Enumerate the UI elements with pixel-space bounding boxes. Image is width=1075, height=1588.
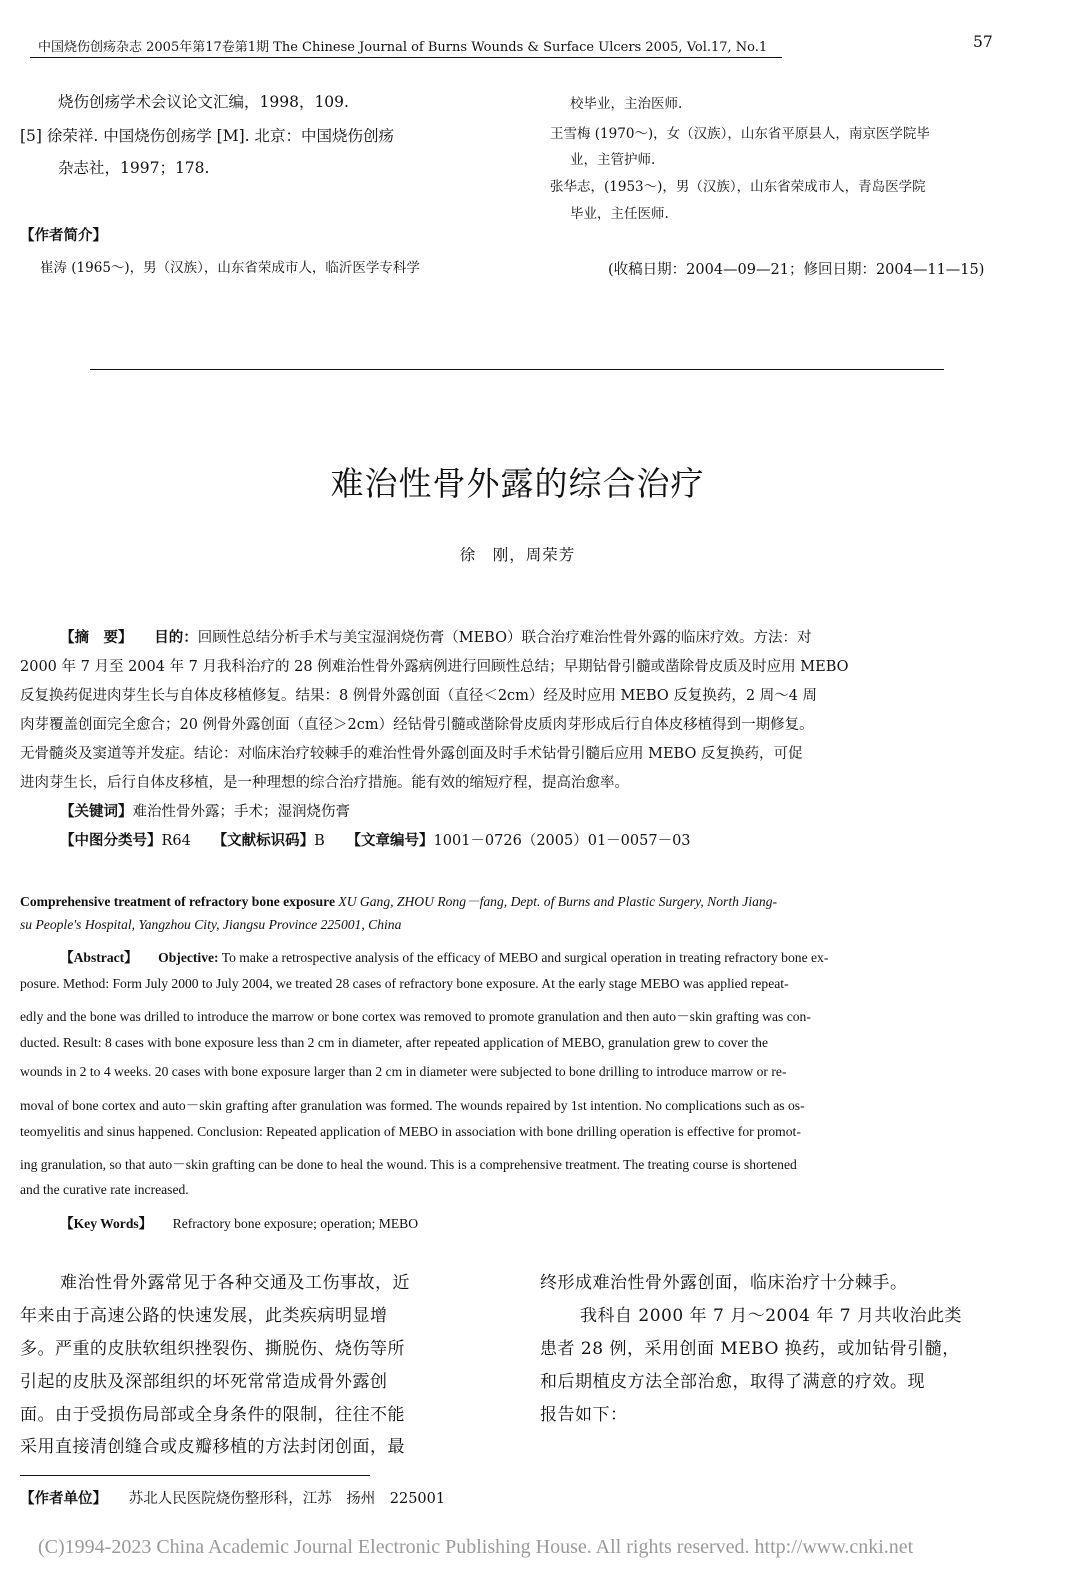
running-header: 中国烧伤创疡杂志 2005年第17卷第1期 The Chinese Journal of Burns Wounds & Surface Ulcers 2005, Vol.17, No.1 [38, 40, 768, 55]
article-title: 难治性骨外露的综合治疗 [330, 464, 705, 503]
abstract-label: 【摘 要】 [60, 629, 126, 646]
reference-line: 烧伤创疡学术会议论文汇编，1998，109. [58, 93, 349, 111]
affiliation-text: 苏北人民医院烧伤整形科，江苏 扬州 225001 [128, 1491, 446, 1507]
en-authors: XU Gang, ZHOU Rong－fang, Dept. of Burns and Plastic Surgery, North Jiang- [338, 894, 778, 909]
cn-abstract-line: 进肉芽生长，后行自体皮移植，是一种理想的综合治疗措施。能有效的缩短疗程，提高治愈率。 [20, 775, 629, 791]
page-number: 57 [973, 33, 993, 51]
article-number-value: 1001－0726（2005）01－0057－03 [433, 833, 691, 849]
en-abstract-line-1 [60, 946, 828, 966]
body-right-line: 患者 28 例，采用创面 MEBO 换药，或加钻骨引髓， [540, 1339, 960, 1359]
author-bio-line: 张华志，(1953～)，男（汉族），山东省荣成市人，青岛医学院 [550, 179, 926, 195]
en-abstract-line: ducted. Result: 8 cases with bone exposure less than 2 cm in diameter, after repeated application of MEBO, granulation grew to cover the [20, 1035, 769, 1050]
body-left-line: 难治性骨外露常见于各种交通及工伤事故，近 [60, 1273, 410, 1293]
affiliation-label: 【作者单位】 [20, 1490, 100, 1507]
body-right-line: 报告如下： [540, 1405, 628, 1425]
author-bio-line: 毕业，主任医师. [570, 206, 669, 222]
en-title: Comprehensive treatment of refractory bone exposure [20, 894, 335, 909]
en-keywords-text: Refractory bone exposure; operation; MEBO [172, 1216, 419, 1231]
en-keywords [60, 1212, 418, 1232]
body-right-line: 和后期植皮方法全部治愈，取得了满意的疗效。现 [540, 1372, 925, 1392]
received-dates: (收稿日期：2004—09—21；修回日期：2004—11—15) [608, 262, 985, 278]
cn-abstract-line: 2000 年 7 月至 2004 年 7 月我科治疗的 28 例难治性骨外露病例进行回顾性总结；早期钻骨引髓或凿除骨皮质及时应用 MEBO [20, 659, 849, 675]
en-keywords-label: 【Key Words】 [60, 1216, 146, 1231]
en-objective-label: Objective: [158, 950, 219, 965]
en-abstract-line: posure. Method: Form July 2000 to July 2004, we treated 28 cases of refractory bone exposure. At the early stage MEBO was applied repeat- [20, 976, 789, 991]
author-bio-line: 业，主管护师. [570, 152, 656, 168]
en-abstract-line: and the curative rate increased. [20, 1182, 189, 1197]
reference-line: [5] 徐荣祥. 中国烧伤创疡学 [M]. 北京：中国烧伤创疡 [20, 127, 394, 145]
cn-keywords [60, 800, 350, 821]
cn-abstract-line: 无骨髓炎及窦道等并发症。结论：对临床治疗较棘手的难治性骨外露创面及时手术钻骨引髓后应用 MEBO 反复换药，可促 [20, 746, 803, 762]
cn-abstract-line: 反复换药促进肉芽生长与自体皮移植修复。结果：8 例骨外露创面（直径＜2cm）经及时应用 MEBO 反复换药，2 周～4 周 [20, 688, 818, 704]
en-affiliation: su People's Hospital, Yangzhou City, Jiangsu Province 225001, China [20, 917, 402, 932]
title-rule [90, 369, 944, 370]
keywords-text: 难治性骨外露；手术；湿润烧伤膏 [132, 804, 350, 820]
author-intro-text: 崔涛 (1965～)，男（汉族），山东省荣成市人，临沂医学专科学 [40, 260, 420, 276]
doc-code-label: 【文献标识码】 [219, 832, 315, 849]
author-bio-line: 王雪梅 (1970～)，女（汉族），山东省平原县人，南京医学院毕 [550, 126, 930, 142]
en-abstract-line: teomyelitis and sinus happened. Conclusion: Repeated application of MEBO in association with bone drilling operation is effective for promot- [20, 1124, 801, 1139]
cnki-watermark: (C)1994-2023 China Academic Journal Electronic Publishing House. All rights reserved. http://www.cnki.net [38, 1536, 914, 1558]
article-number-label: 【文章编号】 [353, 832, 434, 849]
en-abstract-label: 【Abstract】 [60, 950, 131, 965]
reference-line: 杂志社，1997；178. [58, 159, 210, 177]
body-left-line: 面。由于受损伤局部或全身条件的限制，往往不能 [20, 1405, 405, 1425]
author-bio-line: 校毕业，主治医师. [570, 96, 683, 112]
body-left-line: 采用直接清创缝合或皮瓣移植的方法封闭创面，最 [20, 1437, 405, 1457]
cn-abstract-text: 回顾性总结分析手术与美宝湿润烧伤膏（MEBO）联合治疗难治性骨外露的临床疗效。方法：对 [197, 630, 812, 646]
objective-label: 目的： [154, 629, 198, 646]
classification-line [60, 829, 691, 850]
affiliation-footnote [20, 1487, 445, 1508]
footnote-rule [20, 1475, 370, 1476]
en-abstract-line: wounds in 2 to 4 weeks. 20 cases with bone exposure larger than 2 cm in diameter were subjected to bone drilling to introduce marrow or re- [20, 1064, 787, 1079]
body-left-line: 引起的皮肤及深部组织的坏死常常造成骨外露创 [20, 1372, 388, 1392]
doc-code-value: B [314, 833, 325, 849]
author-intro-heading: 【作者简介】 [20, 227, 107, 244]
en-abstract-line: ing granulation, so that auto－skin grafting can be done to heal the wound. This is a comprehensive treatment. The treating course is shortened [20, 1157, 797, 1172]
clc-label: 【中图分类号】 [60, 832, 162, 849]
cn-abstract-line: 肉芽覆盖创面完全愈合；20 例骨外露创面（直径＞2cm）经钻骨引髓或凿除骨皮质肉芽形成后行自体皮移植得到一期修复。 [20, 717, 814, 733]
body-right-line: 终形成难治性骨外露创面，临床治疗十分棘手。 [540, 1273, 908, 1293]
body-right-line: 我科自 2000 年 7 月～2004 年 7 月共收治此类 [580, 1306, 962, 1326]
en-abstract-text: To make a retrospective analysis of the efficacy of MEBO and surgical operation in treating refractory bone ex- [221, 950, 829, 965]
body-left-line: 年来由于高速公路的快速发展，此类疾病明显增 [20, 1306, 388, 1326]
header-rule [30, 57, 782, 58]
article-authors: 徐 刚，周荣芳 [459, 546, 576, 564]
cn-abstract-line-1 [60, 626, 812, 647]
clc-value: R64 [161, 833, 191, 849]
en-title-line [20, 890, 777, 910]
en-abstract-line: edly and the bone was drilled to introduce the marrow or bone cortex was removed to promote granulation and then auto－skin grafting was con- [20, 1009, 811, 1024]
en-abstract-line: moval of bone cortex and auto－skin grafting after granulation was formed. The wounds repaired by 1st intention. No complications such as os- [20, 1098, 805, 1113]
body-left-line: 多。严重的皮肤软组织挫裂伤、撕脱伤、烧伤等所 [20, 1339, 405, 1359]
keywords-label: 【关键词】 [60, 803, 133, 820]
